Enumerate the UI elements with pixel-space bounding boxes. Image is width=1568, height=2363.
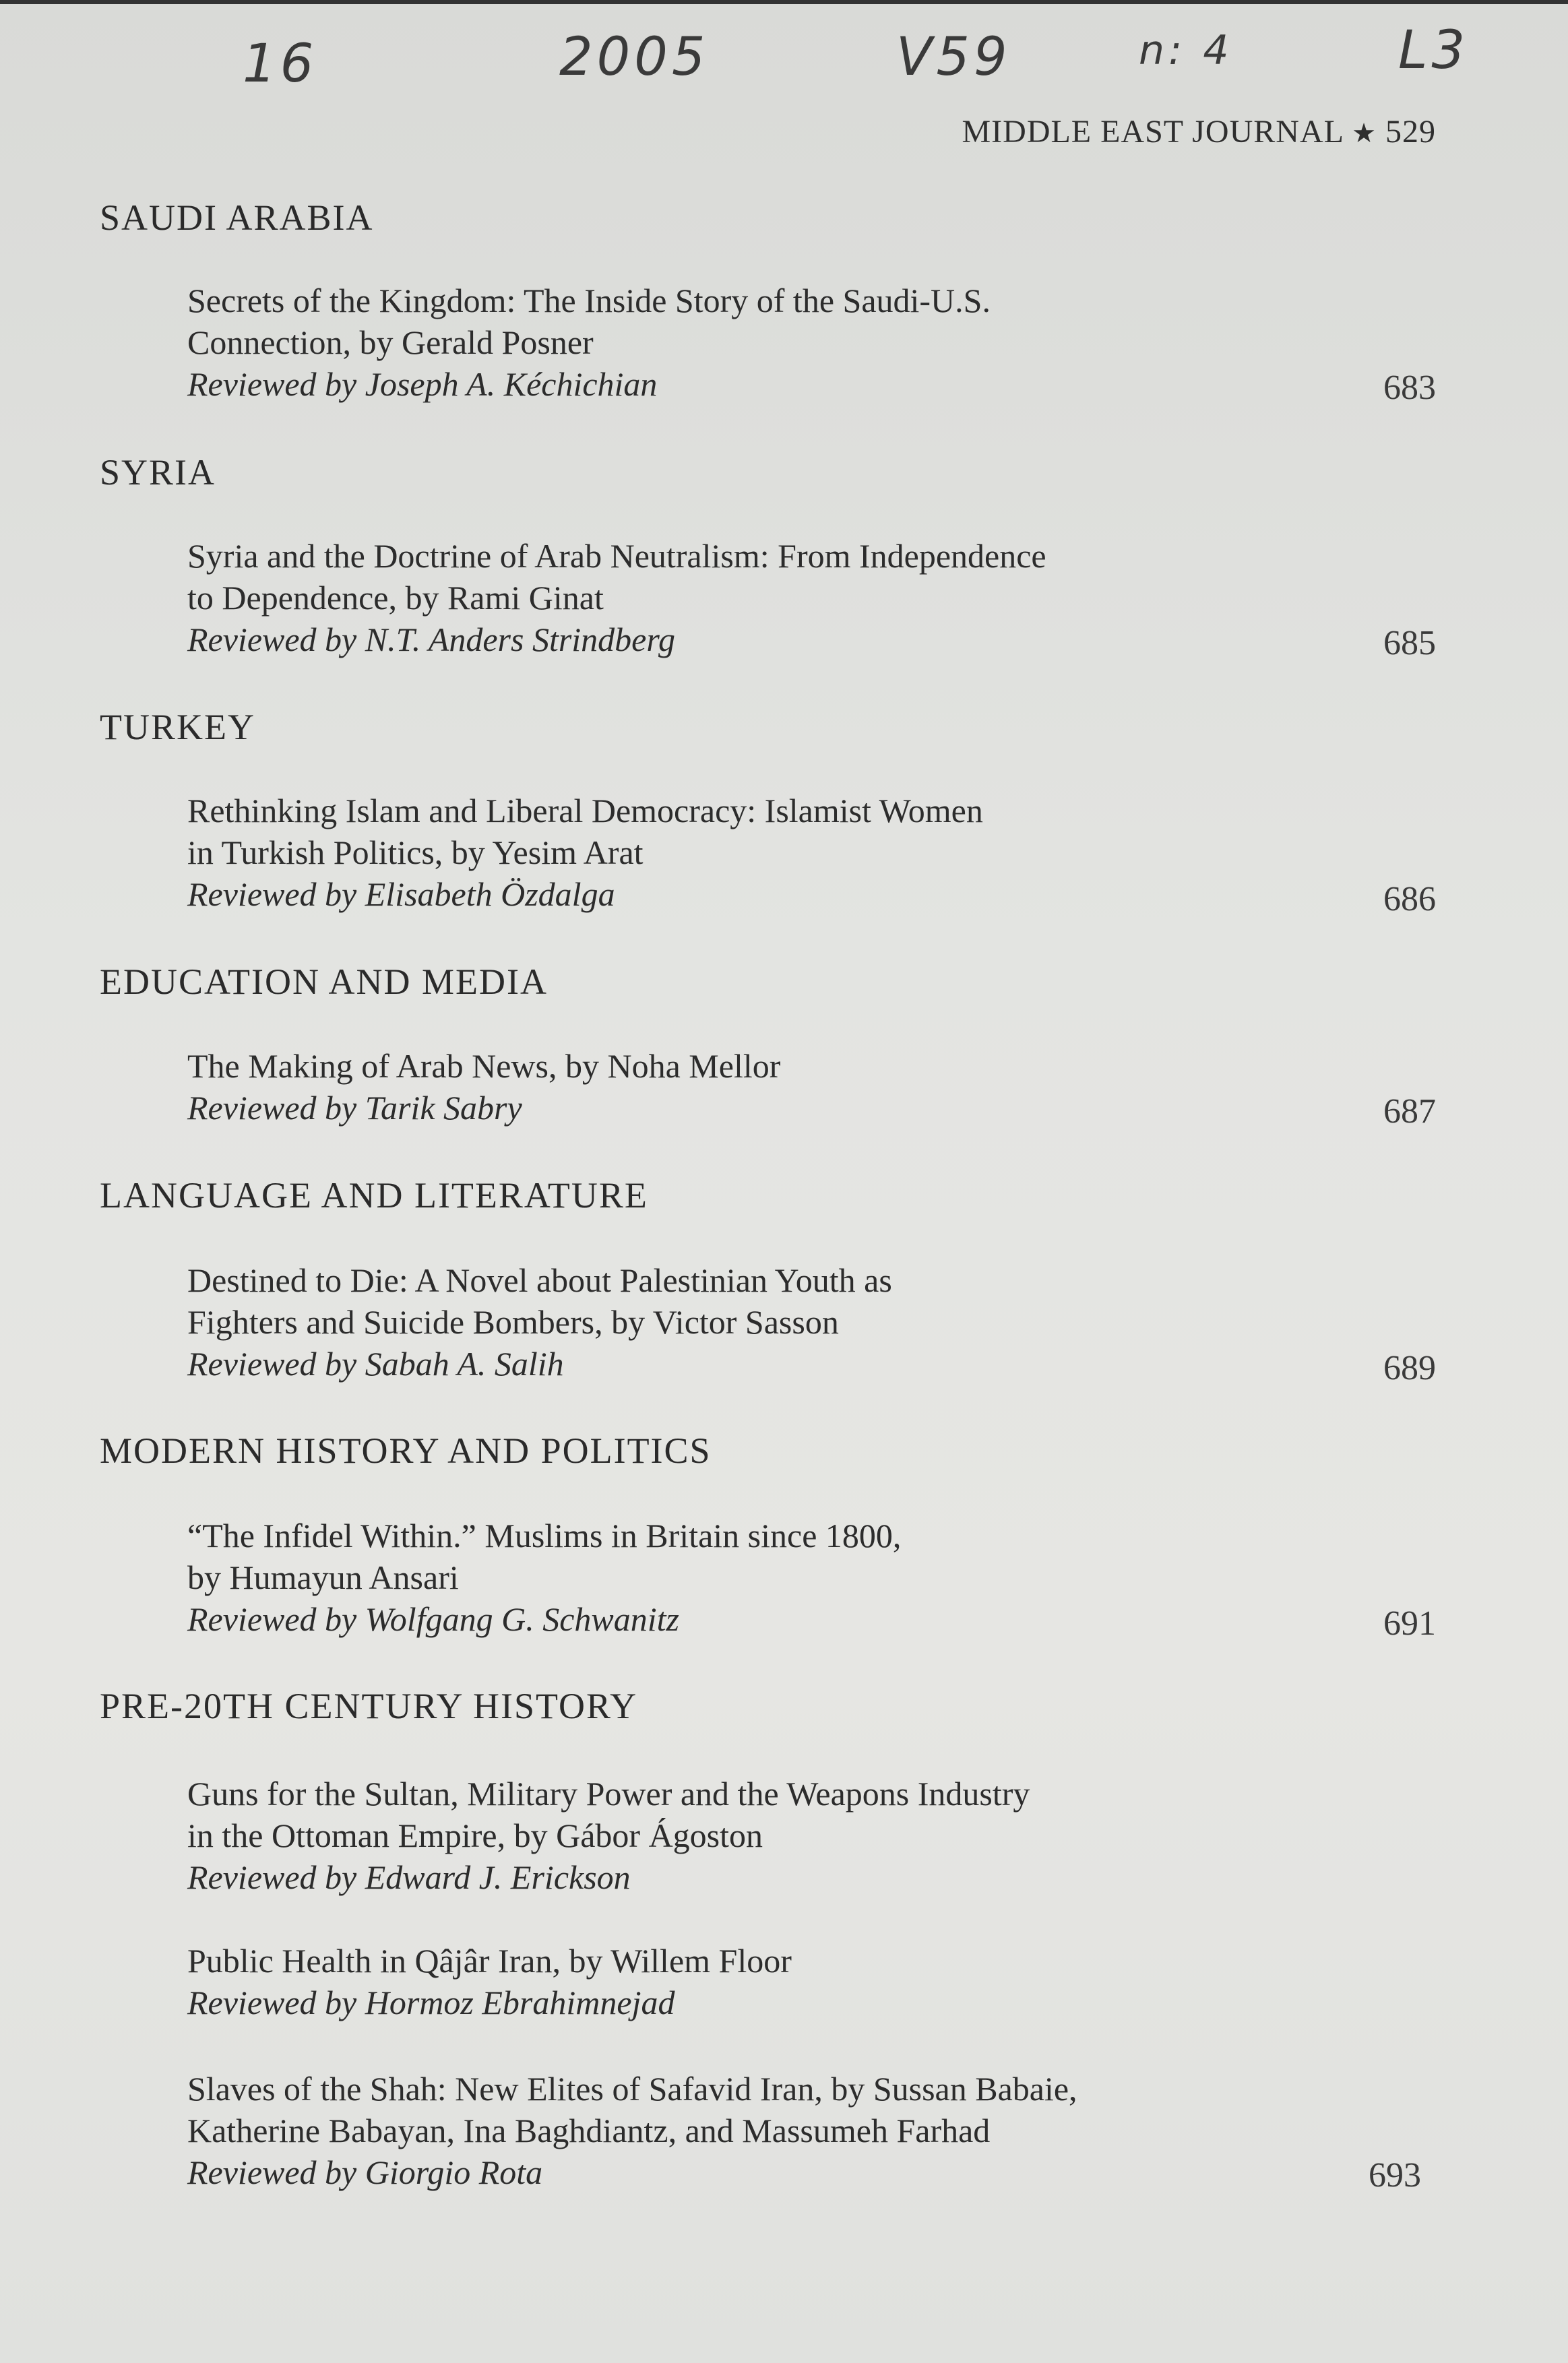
handwritten-note: n: 4	[1139, 27, 1233, 74]
toc-entry	[187, 280, 1265, 405]
section-heading-language-literature: LANGUAGE AND LITERATURE	[100, 1175, 648, 1216]
entry-page-number: 685	[1383, 624, 1436, 662]
toc-entry	[187, 1773, 1265, 1898]
handwritten-note: L3	[1398, 20, 1470, 81]
handwritten-note: 2005	[559, 27, 710, 88]
section-heading-modern-history: MODERN HISTORY AND POLITICS	[100, 1430, 712, 1471]
entry-title-line: Secrets of the Kingdom: The Inside Story of the Saudi-U.S.	[187, 282, 991, 319]
entry-title-line: to Dependence, by Rami Ginat	[187, 579, 604, 617]
entry-title-line: Fighters and Suicide Bombers, by Victor Sasson	[187, 1303, 839, 1341]
handwritten-annotations	[0, 20, 1568, 101]
entry-reviewer: Reviewed by Hormoz Ebrahimnejad	[187, 1984, 675, 2021]
toc-entry	[187, 1259, 1265, 1385]
toc-entry	[187, 1515, 1265, 1640]
entry-title-line: Katherine Babayan, Ina Baghdiantz, and Massumeh Farhad	[187, 2112, 991, 2149]
entry-title-line: in Turkish Politics, by Yesim Arat	[187, 833, 644, 871]
entry-title-line: in the Ottoman Empire, by Gábor Ágoston	[187, 1817, 763, 1854]
toc-entry	[187, 790, 1265, 915]
entry-title-line: “The Infidel Within.” Muslims in Britain since 1800,	[187, 1517, 902, 1554]
entry-reviewer: Reviewed by Sabah A. Salih	[187, 1345, 564, 1383]
entry-page-number: 687	[1383, 1092, 1436, 1131]
star-icon: ★	[1352, 118, 1377, 149]
section-heading-pre-20th-century: PRE-20TH CENTURY HISTORY	[100, 1686, 638, 1726]
section-heading-saudi-arabia: SAUDI ARABIA	[100, 197, 374, 238]
scan-edge	[0, 0, 1568, 4]
section-heading-turkey: TURKEY	[100, 707, 255, 747]
section-heading-education-media: EDUCATION AND MEDIA	[100, 962, 548, 1002]
entry-reviewer: Reviewed by Joseph A. Kéchichian	[187, 365, 658, 403]
entry-reviewer: Reviewed by Giorgio Rota	[187, 2153, 543, 2191]
entry-page-number: 689	[1383, 1349, 1436, 1387]
entry-reviewer: Reviewed by Elisabeth Özdalga	[187, 875, 615, 913]
entry-title-line: The Making of Arab News, by Noha Mellor	[187, 1047, 781, 1085]
entry-reviewer: Reviewed by Tarik Sabry	[187, 1089, 522, 1127]
running-header	[962, 113, 1436, 150]
entry-page-number: 693	[1369, 2156, 1421, 2195]
entry-title-line: Rethinking Islam and Liberal Democracy: Islamist Women	[187, 792, 983, 829]
entry-title-line: Connection, by Gerald Posner	[187, 323, 594, 361]
entry-title-line: Public Health in Qâjâr Iran, by Willem Floor	[187, 1942, 792, 1980]
entry-title-line: by Humayun Ansari	[187, 1558, 459, 1596]
section-heading-syria: SYRIA	[100, 452, 216, 493]
entry-reviewer: Reviewed by Wolfgang G. Schwanitz	[187, 1600, 679, 1638]
toc-entry	[187, 2068, 1265, 2193]
entry-reviewer: Reviewed by N.T. Anders Strindberg	[187, 621, 675, 658]
entry-title-line: Destined to Die: A Novel about Palestinian Youth as	[187, 1261, 892, 1299]
entry-page-number: 686	[1383, 880, 1436, 918]
entry-title-line: Guns for the Sultan, Military Power and the Weapons Industry	[187, 1775, 1030, 1813]
journal-name: MIDDLE EAST JOURNAL	[962, 114, 1344, 150]
toc-entry	[187, 1045, 1265, 1129]
handwritten-note: V59	[896, 27, 1011, 88]
entry-page-number: 691	[1383, 1604, 1436, 1643]
header-page-number: 529	[1385, 114, 1436, 150]
entry-title-line: Syria and the Doctrine of Arab Neutralism: From Independence	[187, 537, 1046, 575]
toc-entry	[187, 535, 1265, 660]
handwritten-note: 16	[243, 34, 318, 94]
entry-title-line: Slaves of the Shah: New Elites of Safavid Iran, by Sussan Babaie,	[187, 2070, 1077, 2108]
entry-reviewer: Reviewed by Edward J. Erickson	[187, 1858, 631, 1896]
toc-entry	[187, 1940, 1265, 2023]
entry-page-number: 683	[1383, 369, 1436, 407]
